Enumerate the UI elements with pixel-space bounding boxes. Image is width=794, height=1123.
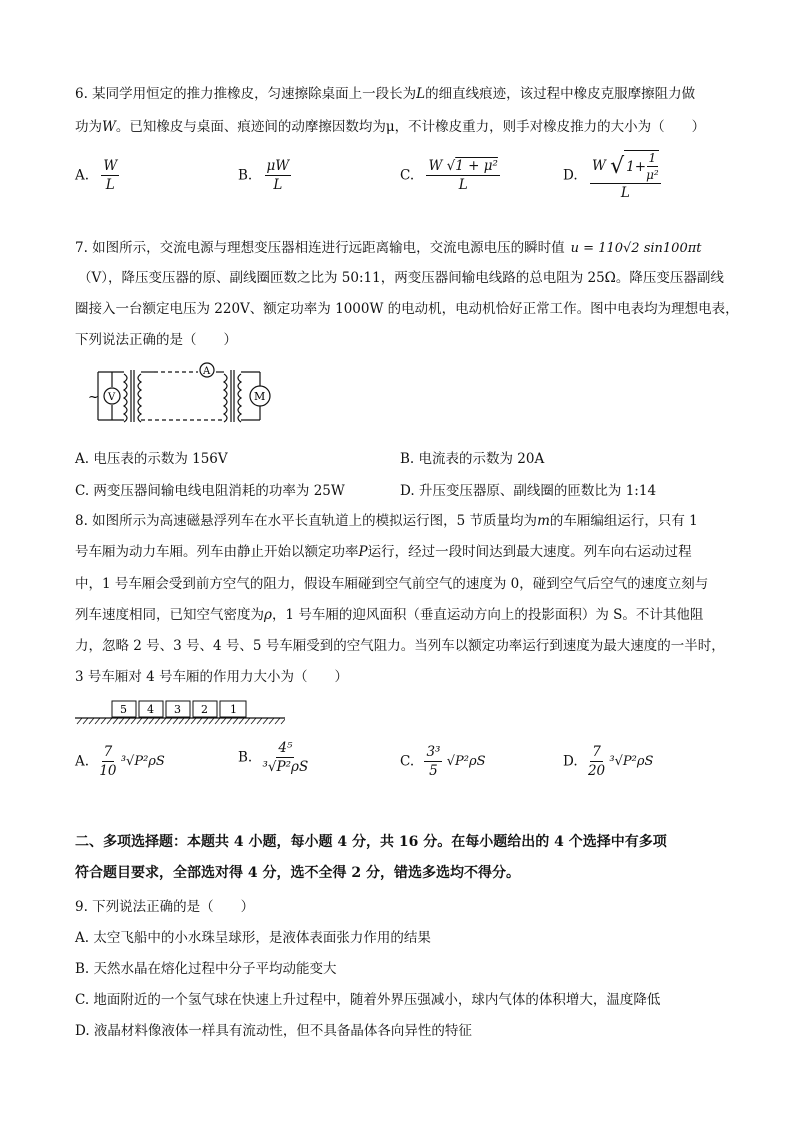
q9-option-c: C. 地面附近的一个氢气球在快速上升过程中，随着外界压强减小，球内气体的体积增大，温度降低	[75, 992, 661, 1008]
q8-stem-line3: 中，1 号车厢会受到前方空气的阻力，假设车厢碰到空气前空气的速度为 0，碰到空气后空气的速度立刻与	[75, 576, 709, 592]
motor-label: M	[254, 390, 266, 403]
ground-hatch	[275, 718, 280, 724]
ground-hatch	[89, 718, 94, 724]
q7-stem-line3: 圈接入一台额定电压为 220V、额定功率为 1000W 的电动机，电动机恰好正常工作。图中电表均为理想电表，	[75, 301, 739, 317]
train-car-label: 5	[120, 703, 127, 716]
q7-stem-line4: 下列说法正确的是（ ）	[75, 332, 237, 348]
q7-option-b: B. 电流表的示数为 20A	[400, 451, 545, 467]
train-car-label: 2	[201, 703, 208, 716]
ground-hatch	[77, 718, 82, 724]
q8-option-b: B. $\frac{\text{4⁵}}{\text{³√P²ρS}}$	[238, 740, 309, 775]
ground-hatch	[155, 718, 160, 724]
ground-hatch	[221, 718, 226, 724]
ground-hatch	[251, 718, 256, 724]
q7-stem-line1: 7. 如图所示，交流电源与理想变压器相连进行远距离输电，交流电源电压的瞬时值 u = 110√2 sin100πt	[75, 240, 702, 256]
ground-hatch	[179, 718, 184, 724]
ground-hatch	[173, 718, 178, 724]
q9-option-a: A. 太空飞船中的小水珠呈球形，是液体表面张力作用的结果	[75, 930, 431, 946]
train-car-label: 4	[147, 703, 154, 716]
ground-hatch	[239, 718, 244, 724]
ground-hatch	[209, 718, 214, 724]
ground-hatch	[131, 718, 136, 724]
q6-stem-line1: 6. 某同学用恒定的推力推橡皮，匀速擦除桌面上一段长为L的细直线痕迹，该过程中橡皮克服摩擦阻力做	[75, 86, 696, 102]
ground-hatch	[107, 718, 112, 724]
q7-option-a: A. 电压表的示数为 156V	[75, 451, 228, 467]
ground-hatch	[269, 718, 274, 724]
ground-hatch	[257, 718, 262, 724]
ground-hatch	[95, 718, 100, 724]
ground-hatch	[119, 718, 124, 724]
section2-heading-line1: 二、多项选择题：本题共 4 小题，每小题 4 分，共 16 分。在每小题给出的 4 个选择中有多项	[75, 834, 667, 850]
ground-hatch	[185, 718, 190, 724]
q8-stem-line2: 号车厢为动力车厢。列车由静止开始以额定功率P运行，经过一段时间达到最大速度。列车向右运动过程	[75, 544, 692, 560]
q6-stem-line2: 功为W。已知橡皮与桌面、痕迹间的动摩擦因数均为μ，不计橡皮重力，则手对橡皮推力的大小为（ ）	[75, 119, 706, 135]
q8-train-diagram	[75, 697, 285, 727]
q7-option-c: C. 两变压器间输电线电阻消耗的功率为 25W	[75, 483, 345, 499]
q9-option-d: D. 液晶材料像液体一样具有流动性，但不具备晶体各向异性的特征	[75, 1023, 472, 1039]
ground-hatch	[191, 718, 196, 724]
ground-hatch	[215, 718, 220, 724]
ac-source-icon: ~	[88, 390, 99, 405]
ground-hatch	[281, 718, 285, 724]
ground-hatch	[245, 718, 250, 724]
q9-stem: 9. 下列说法正确的是（ ）	[75, 899, 255, 915]
ground-hatch	[125, 718, 130, 724]
section2-heading-line2: 符合题目要求，全部选对得 4 分，选不全得 2 分，错选多选均不得分。	[75, 865, 520, 881]
q6-option-d: D. W √ 1+ $\frac{1}{\text{μ²}}$ L	[563, 151, 659, 201]
q9-option-b: B. 天然水晶在熔化过程中分子平均动能变大	[75, 961, 337, 977]
ground-hatch	[167, 718, 172, 724]
ground-hatch	[101, 718, 106, 724]
q6-option-c: C. $\frac{\text{W √1 + μ²}}{L}$	[400, 158, 498, 193]
ground-hatch	[197, 718, 202, 724]
ground-hatch	[137, 718, 142, 724]
q6-option-a: A. $\frac{W}{L}$	[75, 158, 118, 193]
train-car-label: 1	[230, 703, 237, 716]
ground-hatch	[203, 718, 208, 724]
ground-hatch	[233, 718, 238, 724]
q8-option-c: C. $\frac{\text{3³}}{5}$ √P²ρS	[400, 744, 486, 779]
ammeter-label: A	[203, 366, 211, 377]
ground-hatch	[83, 718, 88, 724]
q8-stem-line6: 3 号车厢对 4 号车厢的作用力大小为（ ）	[75, 669, 349, 685]
q8-stem-line4: 列车速度相同，已知空气密度为ρ，1 号车厢的迎风面积（垂直运动方向上的投影面积）为 S。不计其他阻	[75, 607, 704, 623]
ground-hatch	[113, 718, 118, 724]
ground-hatch	[263, 718, 268, 724]
ground-hatch	[227, 718, 232, 724]
q7-circuit-diagram	[88, 360, 278, 430]
q7-stem-line2: （V），降压变压器的原、副线圈匝数之比为 50:11，两变压器间输电线路的总电阻为 25Ω。降压变压器副线	[78, 270, 724, 286]
ground-hatch	[143, 718, 148, 724]
ground-hatch	[149, 718, 154, 724]
q8-option-d: D. $\frac{7}{20}$ ³√P²ρS	[563, 744, 654, 779]
q8-option-a: A. $\frac{7}{10}$ ³√P²ρS	[75, 744, 165, 779]
train-car-label: 3	[174, 703, 181, 716]
q8-stem-line1: 8. 如图所示为高速磁悬浮列车在水平长直轨道上的模拟运行图，5 节质量均为m的车厢编组运行，只有 1	[75, 513, 698, 529]
ground-hatch	[161, 718, 166, 724]
q7-option-d: D. 升压变压器原、副线圈的匝数比为 1:14	[400, 483, 657, 499]
voltmeter-label: V	[108, 392, 116, 403]
q6-option-b: B. $\frac{\mu W}{L}$	[238, 158, 290, 193]
q8-stem-line5: 力，忽略 2 号、3 号、4 号、5 号车厢受到的空气阻力。当列车以额定功率运行到速度为最大速度的一半时，	[75, 638, 725, 654]
